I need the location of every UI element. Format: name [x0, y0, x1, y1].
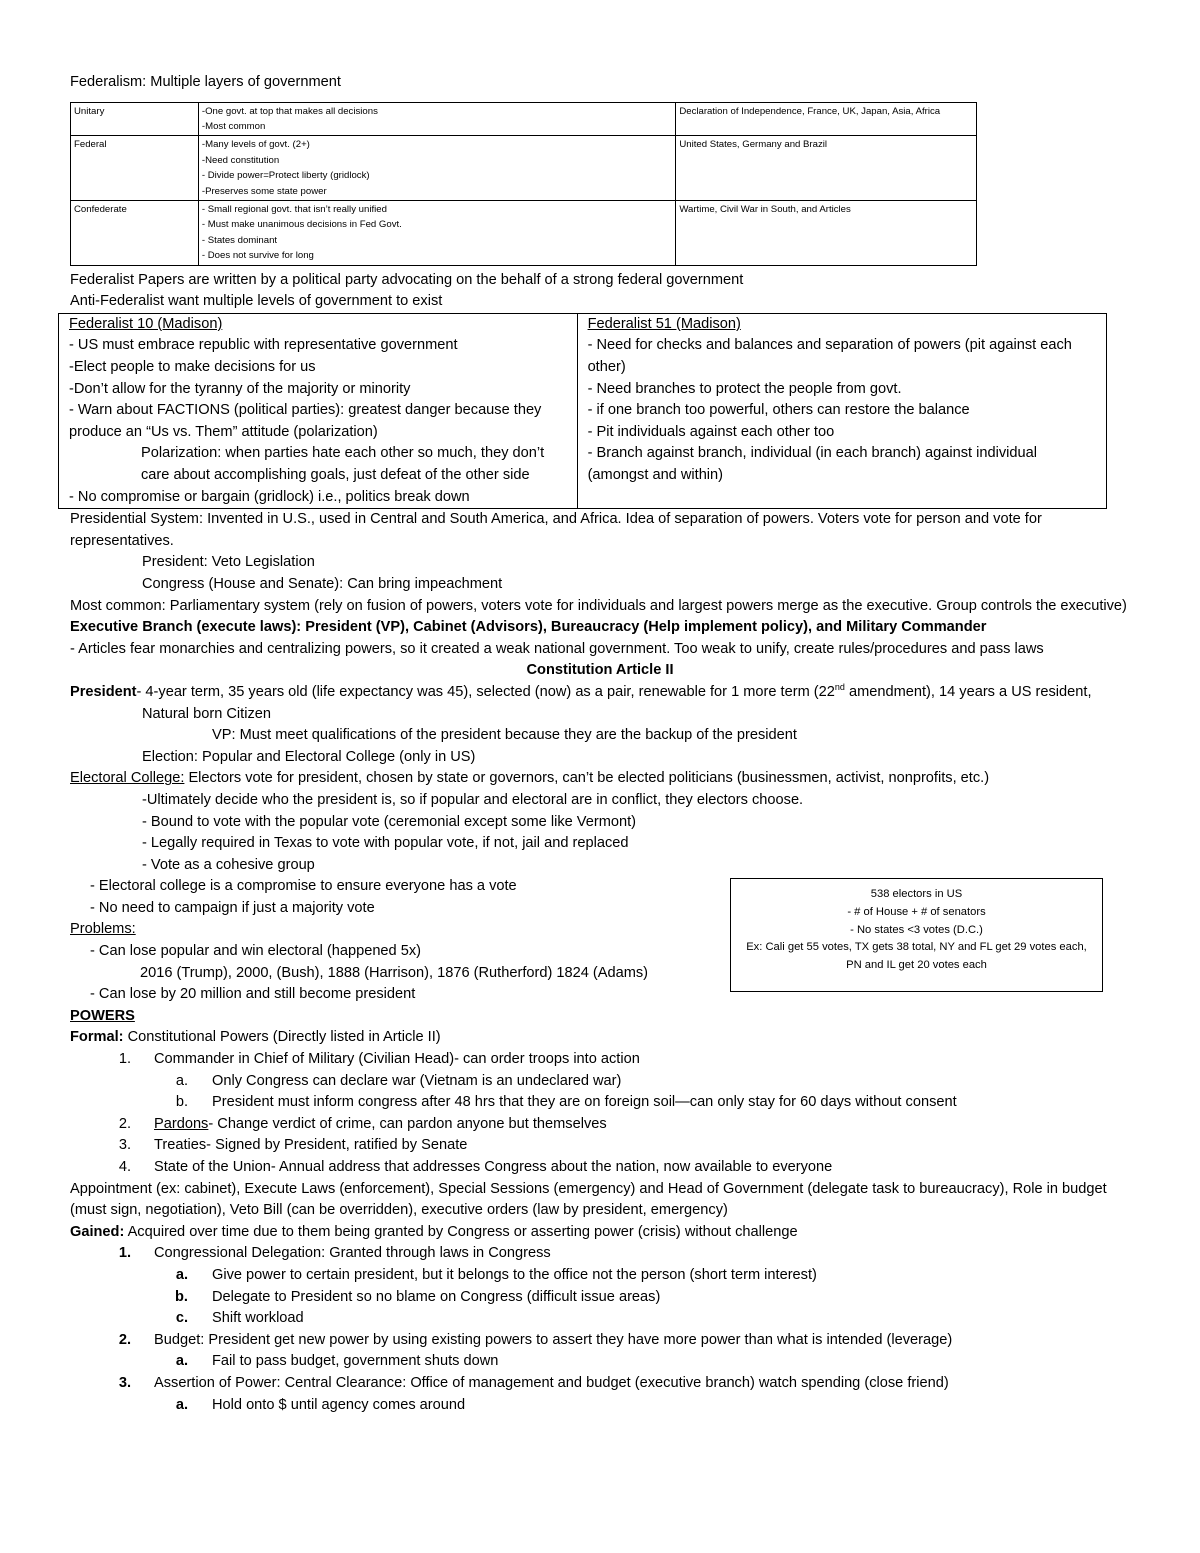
list-item: - Warn about FACTIONS (political parties): greatest danger because they produce an “Us vs. Them” attitude (polarization)	[69, 402, 542, 440]
list-text: Give power to certain president, but it belongs to the office not the person (short term interest)	[212, 1266, 817, 1283]
problems-label: Problems:	[70, 921, 136, 938]
gained-powers-line	[70, 1222, 1130, 1244]
federalist-10-title: Federalist 10 (Madison)	[69, 315, 223, 332]
government-types-table	[70, 102, 977, 266]
list-item	[70, 1395, 1130, 1417]
trait-line: -Need constitution	[201, 154, 280, 166]
list-item	[70, 1330, 1130, 1352]
list-text: Hold onto $ until agency comes around	[212, 1396, 466, 1413]
list-letter: c.	[175, 1310, 188, 1327]
list-item	[70, 1157, 1130, 1179]
formal-text: Constitutional Powers (Directly listed in Article II)	[123, 1029, 441, 1046]
list-text: Budget: President get new power by using existing powers to assert they have more power than what is intended (leverage)	[154, 1331, 953, 1348]
list-text: President must inform congress after 48 hrs that they are on foreign soil—can only stay for 60 days without consent	[212, 1094, 957, 1111]
electoral-college-line	[70, 768, 1130, 790]
gained-label: Gained:	[70, 1223, 125, 1240]
article-ii-heading: Constitution Article II	[526, 662, 674, 679]
gov-type: Confederate	[71, 201, 199, 266]
list-text: Congressional Delegation: Granted through laws in Congress	[154, 1245, 551, 1262]
list-number: 1.	[118, 1245, 131, 1262]
trait-line: - Divide power=Protect liberty (gridlock)	[201, 170, 370, 182]
trait-line: - States dominant	[201, 234, 278, 246]
list-item: - Vote as a cohesive group	[142, 856, 315, 873]
trait-line: -Most common	[201, 121, 266, 132]
list-item: - Legally required in Texas to vote with popular vote, if not, jail and replaced	[142, 835, 629, 852]
election-method: Election: Popular and Electoral College (only in US)	[142, 748, 476, 765]
page-heading: Federalism: Multiple layers of government	[70, 74, 341, 90]
list-number: 1.	[118, 1051, 131, 1068]
list-text: - Change verdict of crime, can pardon anyone but themselves	[208, 1115, 607, 1132]
box-line: - # of House + # of senators	[847, 905, 986, 918]
gov-traits	[198, 201, 675, 266]
list-item	[70, 1114, 1130, 1136]
list-text: Treaties- Signed by President, ratified by Senate	[154, 1137, 468, 1154]
formal-label: Formal:	[70, 1029, 124, 1046]
presidential-system: Presidential System: Invented in U.S., used in Central and South America, and Africa. Idea of separation of powers. Voters vote for person and vote for representatives.	[70, 511, 1042, 549]
list-item: - if one branch too powerful, others can restore the balance	[587, 402, 970, 419]
president-veto: President: Veto Legislation	[142, 554, 315, 571]
congress-impeachment: Congress (House and Senate): Can bring impeachment	[142, 575, 503, 592]
document-page	[70, 72, 1130, 1416]
list-text: Delegate to President so no blame on Congress (difficult issue areas)	[212, 1288, 661, 1305]
list-item: - Pit individuals against each other too	[587, 423, 835, 440]
box-line: - No states <3 votes (D.C.)	[850, 923, 983, 936]
gov-examples: United States, Germany and Brazil	[676, 136, 977, 201]
gov-traits	[198, 136, 675, 201]
list-item	[70, 1351, 1130, 1373]
list-item: - Need branches to protect the people from govt.	[587, 380, 902, 397]
list-item: - Branch against branch, individual (in each branch) against individual (amongst and within)	[587, 445, 1037, 483]
list-letter: a.	[175, 1266, 188, 1283]
list-item: 2016 (Trump), 2000, (Bush), 1888 (Harrison), 1876 (Rutherford) 1824 (Adams)	[140, 964, 649, 981]
list-item	[70, 1265, 1130, 1287]
list-text: Commander in Chief of Military (Civilian Head)- can order troops into action	[154, 1051, 640, 1068]
formal-powers-line	[70, 1027, 1130, 1049]
table-row	[71, 201, 977, 266]
president-text: - 4-year term, 35 years old (life expectancy was 45), selected (now) as a pair, renewable for 1 more term (22	[136, 683, 835, 700]
list-text: Only Congress can declare war (Vietnam is an undeclared war)	[212, 1072, 622, 1089]
federalist-10-cell	[59, 313, 578, 508]
list-item	[70, 1135, 1130, 1157]
electoral-college-text: Electors vote for president, chosen by state or governors, can’t be elected politicians (businessmen, activist, nonprofits, etc.)	[184, 770, 990, 787]
polarization-definition: Polarization: when parties hate each other so much, they don’t care about accomplishing goals, just defeat of the other side	[141, 445, 545, 483]
list-number: 2.	[118, 1331, 131, 1348]
president-label: President	[70, 683, 137, 700]
gov-examples: Declaration of Independence, France, UK, Japan, Asia, Africa	[676, 102, 977, 136]
trait-line: - Small regional govt. that isn’t really unified	[201, 204, 387, 216]
gained-text: Acquired over time due to them being granted by Congress or asserting power (crisis) without challenge	[124, 1223, 798, 1240]
gov-type: Unitary	[71, 102, 199, 136]
list-item	[70, 1287, 1130, 1309]
list-number: 3.	[118, 1374, 131, 1391]
electors-info-box	[730, 878, 1103, 992]
list-item	[70, 1049, 1130, 1071]
gov-examples: Wartime, Civil War in South, and Articles	[676, 201, 977, 266]
gov-traits	[198, 102, 675, 136]
trait-line: -Preserves some state power	[201, 185, 327, 197]
list-item: - Bound to vote with the popular vote (ceremonial except some like Vermont)	[142, 813, 637, 830]
powers-heading: POWERS	[70, 1007, 135, 1024]
list-item	[70, 1092, 1130, 1114]
articles-note: - Articles fear monarchies and centralizing powers, so it created a weak national government. Too weak to unify, create rules/procedures and pass laws	[70, 640, 1044, 657]
list-letter: a.	[175, 1072, 188, 1089]
list-item: -Don’t allow for the tyranny of the majority or minority	[69, 380, 411, 397]
list-item: -Elect people to make decisions for us	[69, 359, 316, 376]
federalist-51-title: Federalist 51 (Madison)	[587, 315, 741, 332]
papers-intro-line: Federalist Papers are written by a political party advocating on the behalf of a strong federal government	[70, 271, 744, 288]
list-item: - No need to campaign if just a majority vote	[90, 899, 375, 916]
president-requirements	[70, 682, 1130, 725]
vp-requirements: VP: Must meet qualifications of the president because they are the backup of the president	[212, 727, 797, 744]
list-text: State of the Union- Annual address that addresses Congress about the nation, now available to everyone	[154, 1159, 833, 1175]
list-item	[70, 1373, 1130, 1395]
pardons-label: Pardons	[154, 1115, 209, 1132]
list-item	[70, 1308, 1130, 1330]
trait-line: -One govt. at top that makes all decisions	[201, 105, 378, 117]
executive-branch-line: Executive Branch (execute laws): President (VP), Cabinet (Advisors), Bureaucracy (Help implement policy), and Military Commander	[70, 619, 987, 636]
box-line: 538 electors in US	[870, 888, 963, 900]
list-item: - US must embrace republic with representative government	[69, 337, 458, 354]
list-item	[70, 1071, 1130, 1093]
table-row	[71, 102, 977, 136]
federalist-papers-table	[58, 313, 1107, 509]
list-letter: a.	[175, 1353, 188, 1370]
papers-intro-line: Anti-Federalist want multiple levels of government to exist	[70, 293, 443, 310]
list-item: - Need for checks and balances and separation of powers (pit against each other)	[587, 337, 1072, 376]
list-item: -Ultimately decide who the president is, so if popular and electoral are in conflict, they electors choose.	[142, 791, 804, 808]
list-number: 3.	[118, 1137, 131, 1154]
list-number: 4.	[118, 1159, 131, 1175]
list-number: 2.	[118, 1115, 131, 1132]
list-text: Shift workload	[212, 1310, 304, 1327]
box-line: Ex: Cali get 55 votes, TX gets 38 total, NY and FL get 29 votes each, PN and IL get 20 votes each	[746, 941, 1087, 972]
list-letter: b.	[175, 1094, 188, 1111]
parliamentary-note: Most common: Parliamentary system (rely on fusion of powers, voters vote for individuals and largest powers merge as the executive. Group controls the executive)	[70, 597, 1127, 614]
list-item: - No compromise or bargain (gridlock) i.e., politics break down	[69, 488, 470, 505]
federalist-51-cell	[577, 313, 1106, 508]
superscript: nd	[834, 682, 845, 693]
list-letter: b.	[175, 1288, 188, 1305]
gov-type: Federal	[71, 136, 199, 201]
list-item: - Electoral college is a compromise to ensure everyone has a vote	[90, 878, 517, 895]
list-item: - Can lose popular and win electoral (happened 5x)	[90, 943, 421, 960]
trait-line: -Many levels of govt. (2+)	[201, 139, 310, 151]
trait-line: - Must make unanimous decisions in Fed Govt.	[201, 219, 402, 231]
list-item	[70, 1243, 1130, 1265]
electoral-college-label: Electoral College:	[70, 770, 185, 787]
trait-line: - Does not survive for long	[201, 250, 314, 262]
informal-powers: Appointment (ex: cabinet), Execute Laws (enforcement), Special Sessions (emergency) and Head of Government (delegate task to bureaucracy), Role in budget (must sign, negotiation), Veto Bill (can be overridden), executive orders (law by president, emergency)	[70, 1180, 1107, 1219]
list-text: Assertion of Power: Central Clearance: Office of management and budget (executive branch) watch spending (close friend)	[154, 1374, 949, 1391]
president-text: amendment), 14 years a US resident, Natural born Citizen	[142, 683, 1092, 722]
list-item: - Can lose by 20 million and still become president	[90, 986, 416, 1003]
list-text: Fail to pass budget, government shuts down	[212, 1353, 499, 1370]
table-row	[71, 136, 977, 201]
list-letter: a.	[175, 1396, 188, 1413]
